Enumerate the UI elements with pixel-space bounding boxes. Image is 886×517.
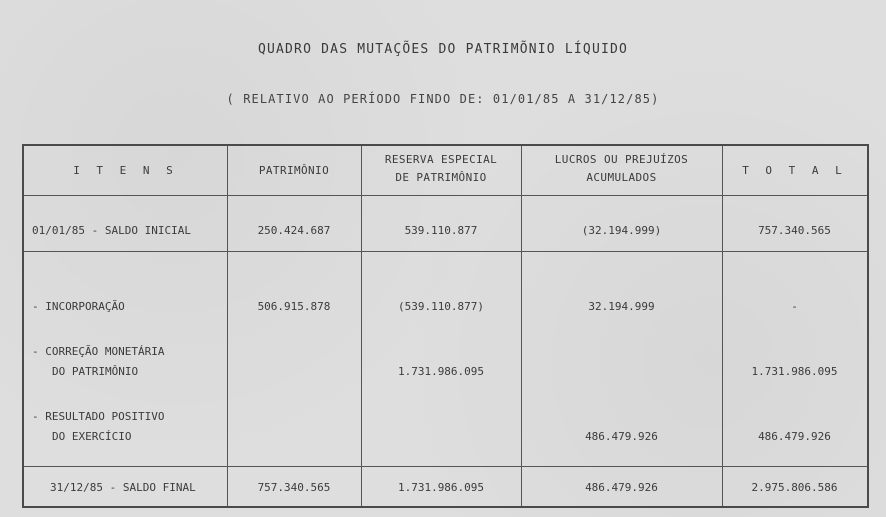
row-incorporacao-patrimonio: 506.915.878 (257, 300, 331, 313)
row-saldo-inicial-total: 757.340.565 (758, 224, 831, 237)
header-lucros-line1: LUCROS OU PREJUÍZOS (554, 153, 689, 166)
row-saldo-final-label: 31/12/85 - SALDO FINAL (50, 481, 196, 494)
header-lucros-prejuizos (521, 151, 722, 187)
header-patrimonio: PATRIMÔNIO (258, 164, 330, 177)
row-saldo-final-reserva: 1.731.986.095 (397, 481, 485, 494)
header-total: T O T A L (742, 164, 847, 177)
header-itens: I T E N S (73, 164, 178, 177)
header-reserva-especial (361, 151, 521, 187)
row-incorporacao-label: - INCORPORAÇÃO (32, 300, 125, 313)
row-resultado-lucros: 486.479.926 (585, 430, 658, 443)
row-divider (24, 251, 867, 252)
row-saldo-inicial-label: 01/01/85 - SALDO INICIAL (32, 224, 191, 237)
row-correcao-label-line1: - CORREÇÃO MONETÁRIA (32, 345, 165, 358)
equity-changes-table (22, 144, 869, 508)
document-subtitle: ( RELATIVO AO PERÍODO FINDO DE: 01/01/85 A 31/12/85) (226, 92, 660, 106)
column-divider (361, 146, 362, 506)
row-incorporacao-reserva: (539.110.877) (397, 300, 485, 313)
row-resultado-total: 486.479.926 (758, 430, 831, 443)
column-divider (722, 146, 723, 506)
row-incorporacao-lucros: 32.194.999 (588, 300, 655, 313)
header-reserva-line1: RESERVA ESPECIAL (384, 153, 498, 166)
row-correcao-total: 1.731.986.095 (751, 365, 838, 378)
row-saldo-final-lucros: 486.479.926 (585, 481, 658, 494)
row-saldo-final-total: 2.975.806.586 (751, 481, 838, 494)
row-resultado-label-line2: DO EXERCÍCIO (52, 430, 132, 443)
row-resultado-label-line1: - RESULTADO POSITIVO (32, 410, 165, 423)
column-divider (227, 146, 228, 506)
row-incorporacao-total: - (791, 300, 798, 313)
document-title: QUADRO DAS MUTAÇÕES DO PATRIMÕNIO LÍQUIDO (257, 42, 629, 57)
row-saldo-inicial-lucros: (32.194.999) (581, 224, 662, 237)
row-saldo-inicial-reserva: 539.110.877 (404, 224, 478, 237)
row-divider (24, 466, 867, 467)
row-saldo-final-patrimonio: 757.340.565 (257, 481, 331, 494)
column-divider (521, 146, 522, 506)
row-saldo-inicial-patrimonio: 250.424.687 (257, 224, 331, 237)
row-divider (24, 195, 867, 196)
header-reserva-line2: DE PATRIMÔNIO (395, 171, 487, 184)
row-correcao-reserva: 1.731.986.095 (397, 365, 485, 378)
row-correcao-label-line2: DO PATRIMÔNIO (52, 365, 139, 378)
header-lucros-line2: ACUMULADOS (586, 171, 657, 184)
